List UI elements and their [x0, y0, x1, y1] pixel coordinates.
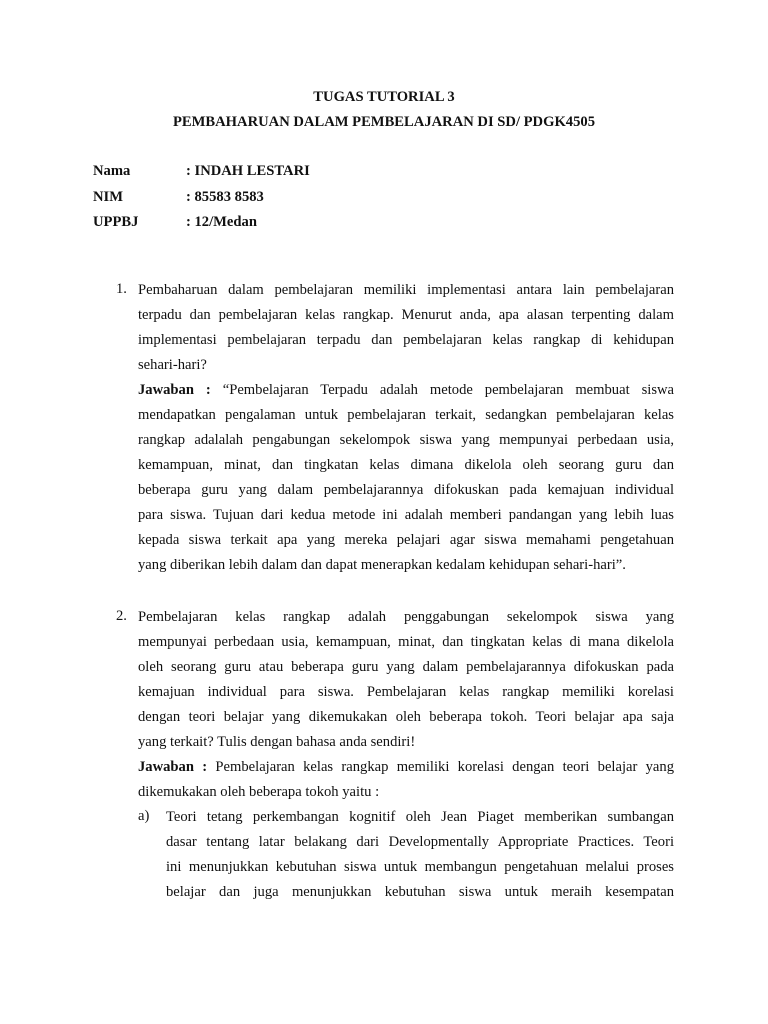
- answer-first-line: [138, 758, 674, 776]
- identity-row-uppbj: [93, 213, 493, 239]
- answer-line: dikemukakan oleh beberapa tokoh yaitu :: [138, 784, 380, 800]
- question-line: dengan teori belajar yang dikemukakan oleh beberapa tokoh. Teori belajar apa saja: [138, 709, 674, 725]
- answer-line: yang diberikan lebih dalam dan dapat menerapkan kedalam kehidupan sehari-hari”.: [138, 557, 626, 573]
- question-line: implementasi pembelajaran terpadu dan pembelajaran kelas rangkap di kehidupan: [138, 332, 674, 348]
- question-line: oleh seorang guru atau beberapa guru yang dalam pembelajarannya difokuskan pada: [138, 659, 674, 675]
- sub-item-label: a): [138, 808, 150, 824]
- question-number: 2.: [116, 608, 127, 624]
- answer-line: para siswa. Tujuan dari kedua metode ini adalah memberi pandangan yang lebih luas: [138, 507, 674, 523]
- question-line: Pembaharuan dalam pembelajaran memiliki implementasi antara lain pembelajaran: [138, 282, 674, 298]
- sub-item-line: ini menunjukkan kebutuhan siswa untuk membangun pengetahuan melalui proses: [166, 859, 674, 875]
- identity-label: UPPBJ: [93, 214, 139, 230]
- identity-value: : INDAH LESTARI: [186, 163, 310, 179]
- answer-text: “Pembelajaran Terpadu adalah metode pembelajaran membuat siswa: [210, 382, 675, 398]
- document-title: TUGAS TUTORIAL 3: [313, 89, 455, 105]
- sub-item-line: Teori tetang perkembangan kognitif oleh Jean Piaget memberikan sumbangan: [166, 809, 674, 825]
- question-number: 1.: [116, 281, 127, 297]
- identity-value: : 85583 8583: [186, 188, 264, 205]
- sub-item-line: dasar tentang latar belakang dari Developmentally Appropriate Practices. Teori: [166, 834, 674, 850]
- identity-label: Nama: [93, 163, 131, 179]
- sub-item-line: belajar dan juga menunjukkan kebutuhan siswa untuk meraih kesempatan: [166, 884, 674, 900]
- answer-line: kemampuan, minat, dan tingkatan kelas dimana dikelola oleh seorang guru dan: [138, 457, 674, 473]
- identity-value: : 12/Medan: [186, 214, 257, 230]
- question-line: yang terkait? Tulis dengan bahasa anda sendiri!: [138, 734, 416, 750]
- answer-line: kepada siswa terkait apa yang mereka pelajari agar siswa memahami pengetahuan: [138, 532, 674, 548]
- answer-label: Jawaban :: [138, 382, 211, 398]
- answer-line: rangkap adalalah pengabungan sekelompok siswa yang mempunyai perbedaan usia,: [138, 432, 674, 448]
- answer-first-line: [138, 381, 674, 399]
- question-line: sehari-hari?: [138, 357, 207, 373]
- answer-line: beberapa guru yang dalam pembelajarannya difokuskan pada kemajuan individual: [138, 482, 674, 498]
- question-line: kemajuan individual para siswa. Pembelajaran kelas rangkap memiliki korelasi: [138, 684, 674, 700]
- identity-row-nama: [93, 162, 493, 188]
- identity-label: NIM: [93, 188, 123, 205]
- identity-block: [93, 162, 493, 239]
- identity-row-nim: [93, 188, 493, 214]
- document-subtitle: PEMBAHARUAN DALAM PEMBELAJARAN DI SD/ PDGK4505: [172, 114, 595, 130]
- answer-line: mendapatkan pengalaman untuk pembelajaran terkait, sedangkan pembelajaran kelas: [138, 407, 674, 423]
- question-line: Pembelajaran kelas rangkap adalah penggabungan sekelompok siswa yang: [138, 609, 674, 625]
- answer-text: Pembelajaran kelas rangkap memiliki korelasi dengan teori belajar yang: [207, 759, 675, 775]
- question-line: mempunyai perbedaan usia, kemampuan, minat, dan tingkatan kelas di mana dikelola: [138, 634, 674, 650]
- question-line: terpadu dan pembelajaran kelas rangkap. Menurut anda, apa alasan terpenting dalam: [138, 307, 674, 323]
- answer-label: Jawaban :: [138, 759, 208, 775]
